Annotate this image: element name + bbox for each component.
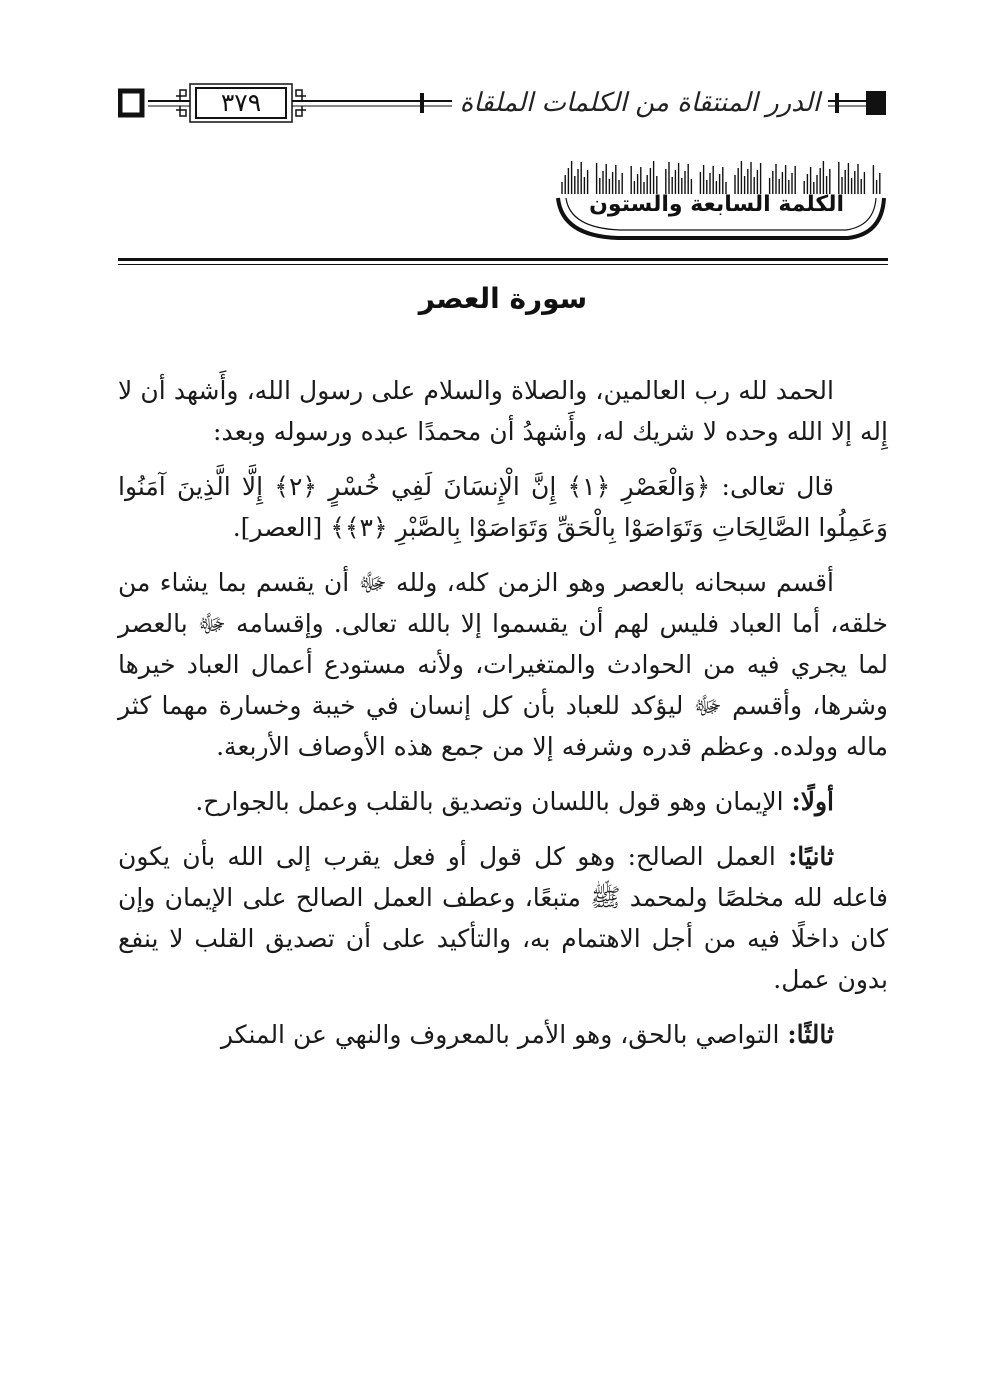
chapter-ribbon [548,146,888,242]
verse-intro: قال تعالى: [721,472,834,501]
verse-paragraph [118,466,888,548]
third-point-label: ثالثًا: [787,1020,834,1049]
second-point [118,836,888,1000]
second-point-text: العمل الصالح: وهو كل قول أو فعل يقرب إلى الله بأن يكون فاعله لله مخلصًا ولمحمد ﷺ متبعًا، وعطف العمل الصالح على الإيمان وإن كان داخلًا فيه من أجل الاهتمام به، والتأكيد على أن تصديق القلب لا ينفع بدون عمل. [118,842,888,994]
chapter-title: الكلمة السابعة والستون [589,192,844,217]
page-number: ٣٧٩ [220,88,262,117]
body-text [118,370,888,1069]
first-point [118,781,888,822]
surah-title: سورة العصر [418,282,588,315]
running-header [118,82,888,124]
chapter-divider-thin [118,264,888,265]
oath-paragraph: أقسم سبحانه بالعصر وهو الزمن كله، ولله ﷻ أن يقسم بما يشاء من خلقه، أما العباد فليس لهم أن يقسموا إلا بالله تعالى. وإقسامه ﷻ بالعصر لما يجري فيه من الحوادث والمتغيرات، ولأنه مستودع أعمال العباد خيرها وشرها، وأقسم ﷻ ليؤكد للعباد بأن كل إنسان في خيبة وخسارة مهما كثر ماله وولده. وعظم قدره وشرفه إلا من جمع هذه الأوصاف الأربعة. [118,568,888,761]
chapter-divider [118,258,888,261]
opening-paragraph: الحمد لله رب العالمين، والصلاة والسلام على رسول الله، وأَشهد أن لا إِله إلا الله وحده لا شريك له، وأَشهدُ أن محمدًا عبده ورسوله وبعد: [118,376,888,446]
third-point-text: التواصي بالحق، وهو الأمر بالمعروف والنهي عن المنكر [220,1020,780,1049]
second-point-label: ثانيًا: [788,842,835,871]
first-point-label: أولًا: [791,787,834,816]
first-point-text: الإيمان وهو قول باللسان وتصديق بالقلب وعمل بالجوارح. [195,787,784,816]
quran-verse: ﴿وَالْعَصْرِ ﴿١﴾ إِنَّ الْإِنسَانَ لَفِي خُسْرٍ ﴿٢﴾ إِلَّا الَّذِينَ آمَنُوا وَعَمِلُوا الصَّالِحَاتِ وَتَوَاصَوْا بِالْحَقِّ وَتَوَاصَوْا بِالصَّبْرِ ﴿٣﴾﴾ [118,472,888,542]
book-title: الدرر المنتقاة من الكلمات الملقاة [452,84,828,122]
third-point [118,1014,888,1055]
verse-reference: [العصر]. [232,513,323,542]
